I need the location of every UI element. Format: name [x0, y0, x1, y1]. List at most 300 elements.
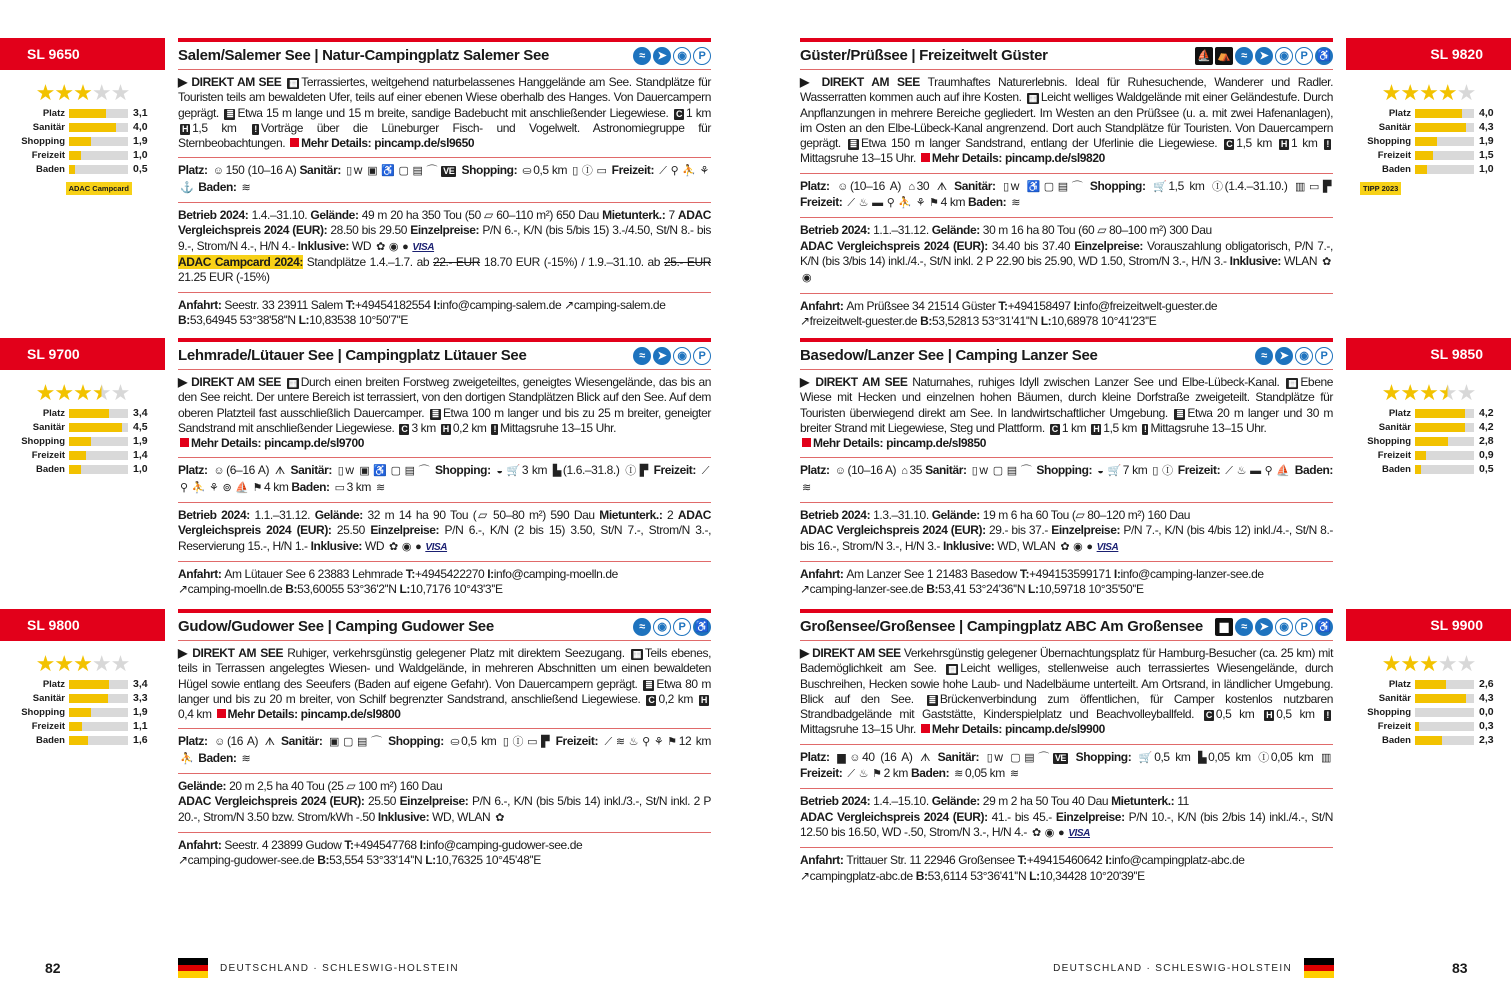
!-icon: ! [254, 123, 257, 134]
cards-icon: ✿ [376, 240, 385, 253]
text: 10,7176 10°43'3''E [410, 582, 503, 597]
rating-bar [69, 165, 128, 174]
lake-icon: ≈ [1235, 47, 1253, 65]
text: Teils ebenes, teils in Terrassen angelegtes Wiesen- und Waldgelände, in mehreren Abschnitten um einen bewaldeten Hügel sowie entlang des Seeufers (Baden auf eigene Gefahr). Von Dauercampern geprägt. [178, 646, 712, 691]
girocard-icon: ◉ [388, 240, 399, 253]
plug-icon: ☺ [834, 465, 846, 478]
text: 30 m 16 ha 80 Tou (60 ▱ 80–100 m²) 300 Dau [982, 223, 1212, 238]
star-icon: ★ [1400, 80, 1420, 105]
beach-icon: ≣ [928, 694, 936, 705]
star-rating [0, 380, 165, 406]
cards-icon: ✿ [1031, 826, 1041, 839]
bottle-icon: ▯ [502, 736, 509, 749]
field-label: B: [915, 868, 928, 883]
field-label: ▶ DIREKT AM SEE [178, 75, 286, 89]
rating-row-sanitaer [0, 120, 165, 134]
text: (10–16 A) [847, 463, 900, 478]
baby-icon: ▣ [359, 465, 370, 478]
dog-icon: ⌒ [371, 736, 382, 749]
text: 3 km [346, 479, 374, 494]
contact-link[interactable]: info@camping-moelln.de [493, 566, 618, 581]
rating-row-freizeit [0, 448, 165, 462]
p-icon: P [693, 47, 711, 65]
contact-link[interactable]: info@freizeitwelt-guester.de [1080, 298, 1218, 313]
footer-region: DEUTSCHLAND · SCHLESWIG-HOLSTEIN [220, 962, 459, 974]
field-label: T: [405, 566, 415, 581]
field-label: ▶ DIREKT AM SEE [800, 375, 913, 389]
swim-icon: ≋ [1011, 197, 1021, 210]
rating-label: Baden [1381, 463, 1411, 475]
contact-link[interactable]: ↗camping-salem.de [561, 297, 666, 312]
wash-icon: ▢ [1043, 180, 1054, 193]
text: 53,64945 53°38'58''N [189, 312, 299, 327]
text: w [979, 463, 991, 478]
rating-row-sanitaer [1346, 120, 1511, 134]
rating-row-shopping [1346, 434, 1511, 448]
rating-bar-fill [69, 465, 81, 474]
playground-icon: ⟋ [659, 165, 667, 178]
contact-link[interactable]: info@campingplatz-abc.de [1111, 853, 1245, 868]
text: 0,2 km [658, 691, 697, 706]
basket-icon: ⛀ [522, 165, 532, 178]
star-icon: ★ [54, 380, 74, 405]
text: (1.6.–31.8.) [562, 463, 624, 478]
rating-value: 0,3 [1479, 720, 1494, 732]
contact-link[interactable]: ↗campingplatz-abc.de [800, 868, 916, 883]
rating-panel [0, 74, 165, 196]
rating-value: 3,1 [133, 107, 148, 119]
star-icon: ★ [1456, 380, 1476, 405]
text: +494158497 [1007, 298, 1074, 313]
playground-icon: ⟋ [847, 768, 855, 781]
star-icon: ★ [35, 380, 55, 405]
plug-icon: ☺ [849, 751, 861, 764]
rating-bar [69, 680, 128, 689]
field-label: Sanitär: [286, 463, 336, 478]
field-label: Gelände: [931, 508, 983, 523]
rating-label: Freizeit [31, 149, 65, 161]
bike-icon: ⚲ [180, 481, 188, 494]
field-label: Platz: [800, 463, 833, 478]
dryer-icon: ▤ [357, 736, 368, 749]
text: 150 (10–16 A) [225, 163, 300, 178]
boat-icon: ⛵ [1276, 465, 1290, 478]
maestro-icon: ● [402, 240, 409, 253]
rating-label: Freizeit [31, 449, 65, 461]
entry-id-badge: SL 9800 [0, 609, 165, 641]
rating-label: Freizeit [1377, 449, 1411, 461]
rating-value: 1,0 [133, 149, 148, 161]
field-label: Platz: [178, 734, 213, 749]
cart-icon: 🛒 [506, 465, 520, 478]
field-label: Shopping: [1084, 178, 1152, 193]
rating-bar [1415, 151, 1474, 160]
field-label: T: [1017, 853, 1027, 868]
field-label: Anfahrt: [178, 837, 225, 852]
field-label: Freizeit: [1174, 463, 1224, 478]
star-icon: ★ [110, 80, 130, 105]
text: 4 km [940, 195, 968, 210]
visa-icon: VISA [412, 241, 435, 253]
!-icon: ! [1326, 139, 1329, 150]
text: Etwa 150 m langer Sandstrand, entlang der Uferlinie die Liegewiese. [860, 136, 1223, 151]
shop-icon: ▙ [1198, 751, 1207, 764]
bread-icon: ◒ [1097, 465, 1104, 478]
rating-row-freizeit [1346, 148, 1511, 162]
entry-amenities [178, 458, 711, 503]
rating-bar-fill [1415, 465, 1421, 474]
c-icon: C [1226, 139, 1233, 150]
rating-row-platz [0, 677, 165, 691]
shower-icon: ▯ [971, 465, 978, 478]
text: 0,5 km [1215, 707, 1263, 722]
rating-value: 1,9 [1479, 135, 1494, 147]
field-label: L: [1028, 582, 1039, 597]
rating-label: Shopping [21, 706, 65, 718]
shower-icon: ▯ [1003, 180, 1009, 193]
star-icon: ★ [73, 80, 92, 105]
text: Etwa 20 m langer und 30 m breiter Strand mit Liegewiese, Steg und Plattform. [800, 405, 1333, 435]
rating-label: Baden [1381, 734, 1411, 746]
field-label: Platz: [800, 178, 836, 193]
field-label: Gelände: [310, 208, 362, 223]
field-label: L: [1040, 313, 1052, 328]
rating-label: Platz [42, 107, 65, 119]
text: Ebene Wiese mit Hecken und einzelnen hohen Bäumen, durch kleine Dorfstraße zweigeteilt. Standplätze für Touristen überwiegend direkt am See. In landwirtschaftlicher Umgebung. [800, 375, 1334, 420]
field-label: Betrieb 2024: [800, 508, 874, 523]
kiosk-icon: ▭ [1308, 180, 1319, 193]
terrain-icon: ▦ [1028, 93, 1037, 104]
tag-row [0, 176, 165, 196]
rating-panel [0, 645, 165, 747]
rating-label: Sanitär [32, 421, 65, 433]
cart-icon: 🛒 [1107, 465, 1121, 478]
rating-bar [1415, 165, 1474, 174]
field-label: Inklusive: [1229, 253, 1285, 268]
rating-label: Shopping [1367, 706, 1411, 718]
lake-icon: ≈ [633, 347, 651, 365]
c-icon: C [648, 694, 655, 705]
rating-row-shopping [0, 434, 165, 448]
rating-label: Sanitär [1378, 421, 1411, 433]
text: 25.50 [368, 794, 400, 809]
text: 1,5 km [1168, 178, 1210, 193]
entry-contact [178, 833, 711, 875]
motorhome-icon: ▆ [1215, 618, 1233, 636]
star-icon: ★ [1381, 380, 1401, 405]
text: 41.- bis 45.- [991, 809, 1056, 824]
pin-icon: ➤ [1255, 47, 1273, 65]
rating-bar-fill [1415, 680, 1446, 689]
field-label: ADAC Vergleichspreis 2024 (EUR): [800, 809, 992, 824]
contact-link[interactable]: info@camping-lanzer-see.de [1120, 566, 1264, 581]
plug-icon: ☺ [214, 736, 225, 749]
text: 28.50 bis 29.50 [330, 223, 411, 238]
campcard-label: ADAC Campcard 2024: [178, 254, 303, 269]
field-label: Platz: [800, 749, 836, 764]
field-label: ADAC Vergleichspreis 2024 (EUR): [178, 508, 711, 538]
rating-row-freizeit [1346, 448, 1511, 462]
text: 10,34428 10°20'39''E [1039, 868, 1145, 883]
field-label: Einzelpreise: [1074, 238, 1148, 253]
c-icon: C [401, 423, 408, 434]
more-details-link[interactable]: Mehr Details: pincamp.de/sl9700 [191, 436, 365, 451]
kids-icon: ⚘ [699, 165, 709, 178]
girocard-icon: ◉ [802, 272, 812, 285]
rating-bar-fill [69, 722, 82, 731]
terrain-icon: ▦ [632, 649, 641, 659]
text: 11 [1177, 794, 1189, 809]
text: 53,554 53°33'14''N [329, 853, 426, 868]
rating-bar-fill [69, 123, 116, 132]
c-icon: C [1205, 710, 1212, 721]
text: 7 [668, 208, 678, 223]
shower-icon: ▯ [986, 751, 993, 764]
contact-link[interactable]: ↗camping-gudower-see.de [178, 853, 318, 868]
field-label: I: [487, 566, 494, 581]
room-icon: ▛ [1322, 180, 1331, 193]
rating-bar [69, 465, 128, 474]
text: 29.- bis 37.- [989, 523, 1052, 538]
hike-icon: ⛹ [682, 165, 696, 178]
rating-label: Platz [1388, 407, 1411, 419]
rating-bar [69, 694, 128, 703]
text: 1,5 km [1236, 136, 1277, 151]
text: 10,59718 10°35'50''E [1038, 582, 1144, 597]
contact-link[interactable]: ↗camping-moelln.de [178, 582, 286, 597]
star-icon: ★ [35, 80, 55, 105]
wifi-icon: ᗑ [264, 736, 275, 749]
more-details-link[interactable]: Mehr Details: pincamp.de/sl9850 [813, 436, 987, 451]
text: Traumhaftes Naturerlebnis. Ideal für Ruhesuchende, Wanderer und Radler. Wasserratten kommen auch auf ihre Kosten. [800, 75, 1334, 105]
star-icon: ★ [73, 651, 92, 676]
field-label: Inklusive: [942, 538, 998, 553]
rating-row-baden [1346, 162, 1511, 176]
footer-right [1053, 958, 1334, 978]
lake-icon: ≈ [633, 618, 651, 636]
rating-bar [69, 137, 128, 146]
feature-icons [633, 47, 711, 65]
entry-contact [800, 294, 1333, 336]
text: +49415460642 [1026, 853, 1106, 868]
rating-value: 0,0 [1479, 706, 1494, 718]
rating-panel [1346, 74, 1511, 196]
text: 0,05 km [964, 766, 1008, 781]
swim-icon: ≋ [1009, 768, 1019, 781]
campsite-entry [800, 38, 1333, 335]
grill-icon: ▥ [1294, 180, 1305, 193]
contact-link[interactable]: info@camping-gudower-see.de [426, 837, 583, 852]
rating-label: Freizeit [1377, 149, 1411, 161]
text: Am Lanzer See 1 21483 Basedow [846, 566, 1020, 581]
field-label: Einzelpreise: [410, 223, 483, 238]
rating-label: Sanitär [1378, 121, 1411, 133]
text: WD, WLAN [432, 809, 494, 824]
star-icon: ★ [91, 651, 111, 676]
text: Durch einen breiten Forstweg zweigeteiltes, geneigtes Wiesengelände, das bis an den See reicht. Der untere Bereich ist terrassiert, von den dortigen Standplätzen Blick auf den See. Auf dem oberen Platzteil fast ausschließlich Dauercamper. [178, 375, 711, 420]
text: 21.25 EUR (-15%) [178, 270, 270, 285]
entry-description [178, 70, 711, 158]
rating-row-freizeit [0, 719, 165, 733]
boat-icon: ⛵ [235, 481, 249, 494]
text: w [994, 749, 1009, 764]
entry-contact [178, 562, 711, 604]
rating-label: Shopping [1367, 135, 1411, 147]
text: 1,5 km [192, 120, 251, 135]
visa-icon: VISA [1096, 541, 1119, 553]
entry-description [800, 70, 1333, 174]
rating-bar-fill [1415, 151, 1433, 160]
rating-bar-fill [69, 151, 81, 160]
rating-value: 0,5 [1479, 463, 1494, 475]
contact-link[interactable]: ↗camping-lanzer-see.de [800, 582, 927, 597]
rating-row-sanitaer [1346, 420, 1511, 434]
text: 53,6114 53°36'41''N [927, 868, 1030, 883]
lake-icon: ≈ [1255, 347, 1273, 365]
cart-icon: 🛒 [1138, 751, 1153, 764]
swim-icon: ≋ [241, 181, 251, 194]
field-label: Betrieb 2024: [178, 508, 255, 523]
wheelchair-icon: ♿ [1315, 47, 1333, 65]
field-label: Shopping: [431, 463, 495, 478]
entry-title: Güster/Prüßsee | Freizeitwelt Güster [800, 47, 1048, 64]
rating-label: Baden [35, 463, 65, 475]
more-details-link[interactable]: Mehr Details: pincamp.de/sl9650 [301, 136, 475, 151]
text: 40 (16 A) [862, 749, 919, 764]
rating-bar-fill [1415, 165, 1427, 174]
text: 10,83538 10°50'7''E [309, 312, 408, 327]
wash-icon: ▢ [343, 736, 354, 749]
text: Etwa 15 m lange und 15 m breite, sandige Badebucht mit anschließender Liegewiese. [237, 105, 672, 120]
red-square-icon [180, 438, 189, 447]
rating-row-baden [0, 462, 165, 476]
field-label: Baden: [195, 750, 240, 765]
field-label: Shopping: [1033, 463, 1096, 478]
field-label: Baden: [1291, 463, 1333, 478]
rating-value: 1,9 [133, 135, 148, 147]
text: +494153599171 [1029, 566, 1114, 581]
text: 0,5 km [1276, 707, 1323, 722]
rating-row-platz [0, 106, 165, 120]
text: 7 km [1122, 463, 1151, 478]
text: 19 m 6 ha 60 Tou (▱ 80–120 m²) 160 Dau [982, 508, 1191, 523]
text: Leicht welliges Waldgelände mit einer Geländestufe. Durch Anpflanzungen in mehrere Bereiche gegliedert. Im Westen an den Prüßsee (u. a. mit zwei Hafenanlagen), im Osten an den Elbe-Lübeck-Kanal angrenzend. Dort auch Standplätze für Touristen. Von Dauercampern geprägt. [800, 90, 1333, 151]
field-label: Anfahrt: [800, 298, 847, 313]
terrain-icon: ▦ [1288, 378, 1297, 388]
text: 4 km [264, 479, 292, 494]
feature-icons [1255, 347, 1333, 365]
sauna-icon: ♨ [858, 768, 869, 781]
rating-label: Platz [1388, 678, 1411, 690]
text: 0,05 km [1208, 749, 1257, 764]
star-icon: ★ [54, 80, 74, 105]
text: 3 km [411, 420, 439, 435]
star-icon: ★ [1456, 651, 1476, 676]
rating-bar [1415, 736, 1474, 745]
rating-bar-fill [69, 165, 75, 174]
field-label: Sanitär: [925, 463, 970, 478]
rating-bar-fill [1415, 137, 1437, 146]
rating-value: 4,0 [133, 121, 148, 133]
playground-icon: ⟋ [1225, 465, 1233, 478]
shop-icon: ▙ [552, 465, 561, 478]
field-label: ▶ DIREKT AM SEE [178, 646, 288, 660]
golf-icon: ⚑ [929, 197, 939, 210]
restaurant-icon: Ⓘ [1162, 465, 1173, 478]
contact-link[interactable]: ↗freizeitwelt-guester.de [800, 313, 921, 328]
rating-row-sanitaer [1346, 691, 1511, 705]
maestro-icon: ● [1086, 540, 1093, 553]
rating-bar-fill [69, 680, 109, 689]
field-label: Inklusive: [377, 809, 433, 824]
campsite-entry [178, 338, 711, 604]
rating-value: 1,4 [133, 449, 148, 461]
dryer-icon: ▤ [1024, 751, 1035, 764]
entry-title-row [800, 613, 1333, 641]
page-number-right: 83 [1452, 960, 1468, 976]
dryer-icon: ▤ [404, 465, 415, 478]
entry-amenities [178, 729, 711, 774]
more-details-link[interactable]: Mehr Details: pincamp.de/sl9900 [931, 722, 1105, 737]
rating-value: 2,3 [1479, 734, 1494, 746]
text: 0,5 km [1154, 749, 1197, 764]
star-icon: ★ [110, 380, 130, 405]
entry-title-row [800, 42, 1333, 70]
field-label: Gelände: [931, 794, 983, 809]
terrain-icon: ▦ [948, 664, 957, 675]
text: P/N 6.-, K/N (bis 5/bis 14) inkl./3.-, St/N inkl. 2 P 20.-, Strom/N 3.50 bzw. Strom/kWh -.50 [178, 794, 711, 824]
beach-icon: ≣ [431, 408, 439, 419]
more-details-link[interactable]: Mehr Details: pincamp.de/sl9820 [931, 151, 1105, 166]
field-label: T: [998, 298, 1008, 313]
girocard-icon: ◉ [1044, 826, 1054, 839]
more-details-link[interactable]: Mehr Details: pincamp.de/sl9800 [227, 707, 401, 722]
campsite-entry [800, 609, 1333, 890]
beach-icon: ≣ [849, 139, 857, 150]
entry-title: Großensee/Großensee | Campingplatz ABC Am Großensee [800, 618, 1203, 635]
campsite-entry [800, 338, 1333, 604]
wash-icon: ▢ [992, 465, 1003, 478]
entry-title: Salem/Salemer See | Natur-Campingplatz Salemer See [178, 47, 550, 64]
lake-icon: ≈ [1235, 618, 1253, 636]
rating-bar-fill [1415, 423, 1465, 432]
entry-title: Lehmrade/Lütauer See | Campingplatz Lütauer See [178, 347, 527, 364]
rating-bar [1415, 708, 1474, 717]
text: P/N 7.-, K/N (bis 4/bis 12) inkl./4.-, St/N 8.- bis 16.-, Strom/N 3.-, H/N 3.- [800, 523, 1333, 553]
entry-prices [800, 218, 1333, 293]
field-label: ▶ DIREKT AM SEE [178, 375, 285, 389]
field-label: Inklusive: [297, 238, 352, 253]
red-square-icon [921, 724, 930, 733]
contact-link[interactable]: info@camping-salem.de [440, 297, 562, 312]
rating-row-shopping [0, 134, 165, 148]
text: 1.4.–15.10. [873, 794, 932, 809]
field-label: Einzelpreise: [370, 523, 445, 538]
rating-bar-fill [69, 137, 91, 146]
field-label: Shopping: [458, 163, 521, 178]
rating-bar-fill [1415, 123, 1466, 132]
visa-icon: VISA [1068, 827, 1090, 839]
playground-icon: ⟋ [604, 736, 612, 749]
restaurant-icon: Ⓘ [512, 736, 524, 749]
field-label: L: [298, 312, 310, 327]
rating-label: Sanitär [32, 692, 65, 704]
field-label: Einzelpreise: [399, 794, 472, 809]
h-icon: H [442, 423, 449, 434]
field-label: B: [920, 313, 932, 328]
campsite-entry [178, 609, 711, 875]
star-rating [1346, 651, 1511, 677]
